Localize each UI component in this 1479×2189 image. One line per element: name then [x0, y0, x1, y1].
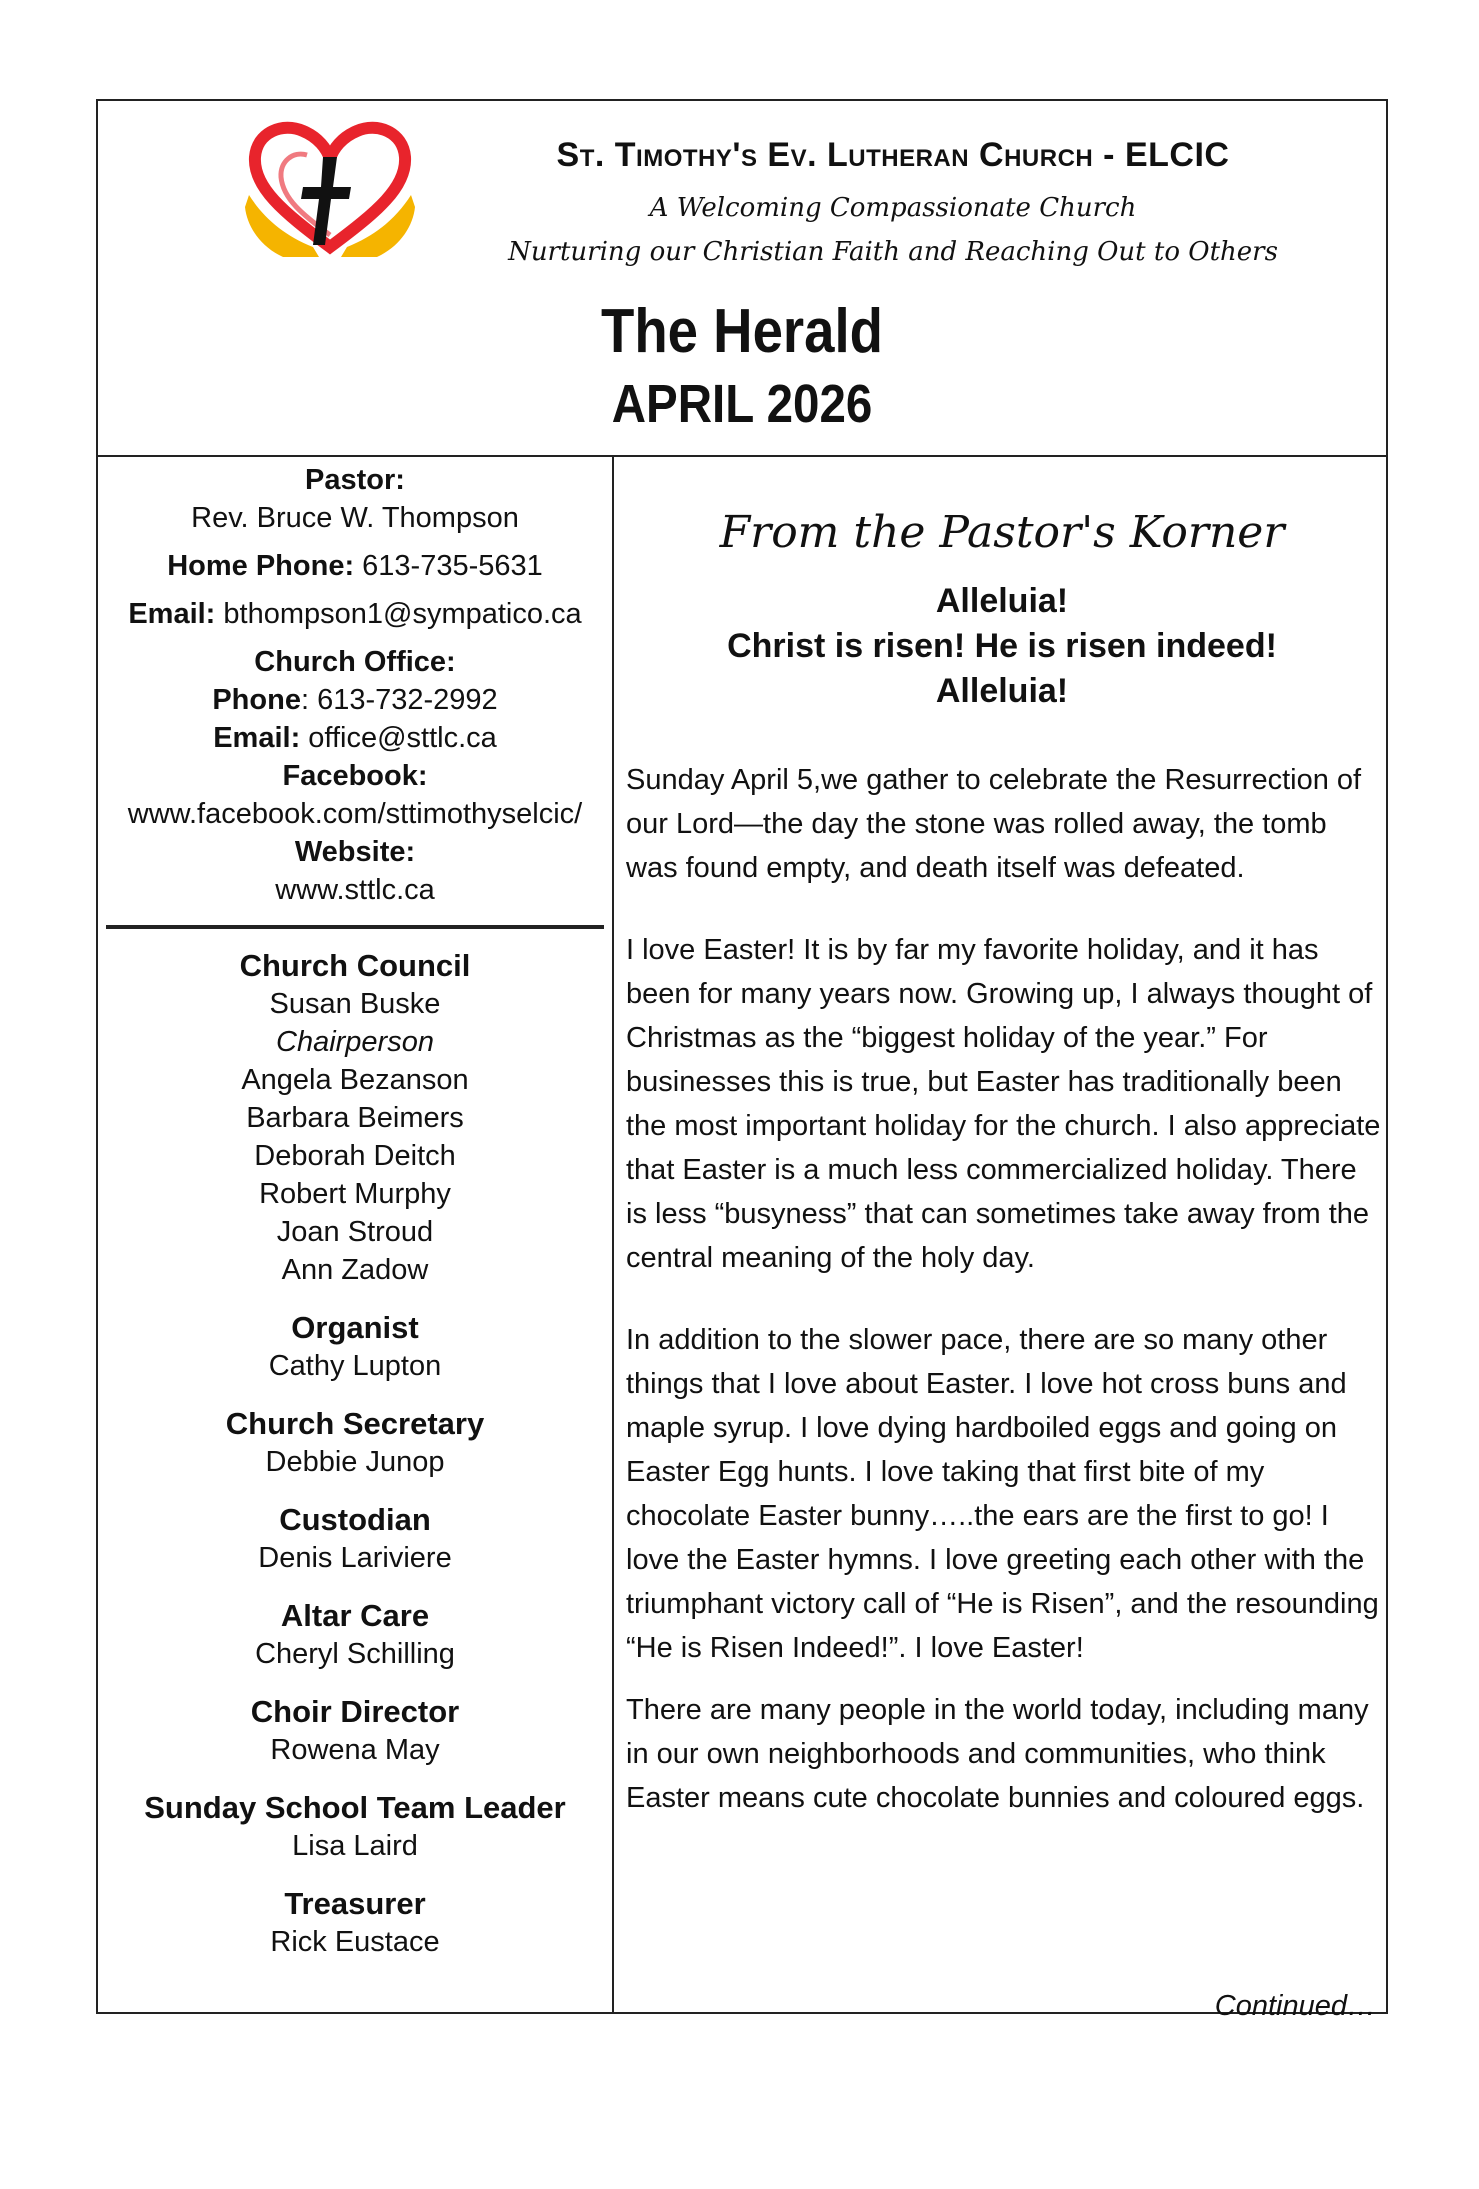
pastor-email-line [98, 595, 612, 633]
home-phone[interactable]: 613-735-5631 [362, 550, 543, 582]
church-name: St. Timothy's Ev. Lutheran Church - ELCIC [556, 136, 1230, 174]
alleluia-line-3: Alleluia! [935, 672, 1069, 710]
custodian-section [98, 1501, 612, 1577]
altar-label: Altar Care [280, 1598, 430, 1633]
organist-label: Organist [291, 1310, 419, 1345]
secretary-section [98, 1405, 612, 1481]
website-link[interactable]: www.sttlc.ca [275, 874, 435, 906]
treasurer-name: Rick Eustace [270, 1926, 440, 1958]
sidebar [98, 457, 612, 1981]
pastor-email[interactable]: bthompson1@sympatico.ca [223, 598, 582, 630]
masthead [98, 101, 1386, 457]
pastor-email-label: Email: [128, 598, 216, 630]
custodian-label: Custodian [279, 1502, 431, 1537]
facebook-link[interactable]: www.facebook.com/sttimothyselcic/ [127, 798, 583, 830]
council-section [98, 947, 612, 1289]
staff-roster [98, 929, 612, 1961]
facebook-label: Facebook: [282, 760, 428, 792]
office-email[interactable]: office@sttlc.ca [308, 722, 497, 754]
article-paragraph: Sunday April 5,we gather to celebrate the Resurrection of our Lord—the day the stone was rolled away, the tomb was found empty, and death itself was defeated. [626, 764, 1362, 884]
sunday-school-label: Sunday School Team Leader [144, 1790, 566, 1825]
council-member: Deborah Deitch [254, 1140, 456, 1172]
secretary-label: Church Secretary [225, 1406, 485, 1441]
office-phone[interactable]: : 613-732-2992 [300, 684, 498, 716]
issue-date: APRIL 2026 [611, 374, 873, 434]
council-label: Church Council [239, 948, 471, 983]
article-body [626, 758, 1384, 1858]
office-email-line [98, 719, 612, 757]
council-member: Robert Murphy [259, 1178, 451, 1210]
pastor-label: Pastor: [305, 464, 405, 496]
altar-name: Cheryl Schilling [255, 1638, 455, 1670]
council-member: Joan Stroud [276, 1216, 434, 1248]
choir-name: Rowena May [270, 1734, 440, 1766]
sunday-school-section [98, 1789, 612, 1865]
alleluia-line-1: Alleluia! [935, 582, 1069, 620]
office-phone-label: Phone [212, 684, 301, 716]
treasurer-label: Treasurer [284, 1886, 426, 1921]
website-label: Website: [294, 836, 416, 868]
article-paragraph: In addition to the slower pace, there are so many other things that I love about Easter. I love hot cross buns and maple syrup. I love dying hardboiled eggs and going on Easter Egg hunts. I love taking that first bite of my chocolate Easter bunny…..the ears are the first to go! I love the Easter hymns. I love greeting each other with the triumphant victory call of “He is Risen”, and the resounding “He is Risen Indeed!”. I love Easter! [626, 1324, 1379, 1664]
newsletter-page [96, 99, 1388, 2022]
continued-note: Continued… [1214, 1990, 1376, 2022]
alleluia-line-2: Christ is risen! He is risen indeed! [727, 627, 1277, 665]
sunday-school-name: Lisa Laird [292, 1830, 418, 1862]
office-label: Church Office: [254, 646, 456, 678]
pastor-name: Rev. Bruce W. Thompson [191, 502, 519, 534]
tagline-nurturing: Nurturing our Christian Faith and Reaching Out to Others [508, 237, 1278, 267]
council-member: Ann Zadow [281, 1254, 429, 1286]
organist-section [98, 1309, 612, 1385]
treasurer-section [98, 1885, 612, 1961]
office-phone-line [98, 681, 612, 719]
heart-cross-hands-logo-icon [243, 117, 417, 263]
home-phone-line [98, 547, 612, 585]
organist-name: Cathy Lupton [268, 1350, 442, 1382]
secretary-name: Debbie Junop [265, 1446, 445, 1478]
newsletter-title: The Herald [601, 297, 883, 366]
council-member: Angela Bezanson [241, 1064, 469, 1096]
office-email-label: Email: [213, 722, 301, 754]
council-chair-role: Chairperson [276, 1026, 434, 1058]
council-member: Barbara Beimers [246, 1102, 464, 1134]
altar-section [98, 1597, 612, 1673]
choir-section [98, 1693, 612, 1769]
korner-heading: From the Pastor's Korner [719, 507, 1285, 558]
article-paragraph: I love Easter! It is by far my favorite holiday, and it has been for many years now. Growing up, I always thought of Christmas as the “biggest holiday of the year.” For businesses this is true, but Easter has traditionally been the most important holiday for the church. I also appreciate that Easter is a much less commercialized holiday. There is less “busyness” that can sometimes take away from the central meaning of the holy day. [626, 934, 1381, 1274]
article-paragraph: There are many people in the world today, including many in our own neighborhoods and communities, who think Easter means cute chocolate bunnies and coloured eggs. [626, 1694, 1369, 1814]
choir-label: Choir Director [250, 1694, 460, 1729]
custodian-name: Denis Lariviere [258, 1542, 452, 1574]
alleluia-block [614, 579, 1390, 714]
tagline-welcoming: A Welcoming Compassionate Church [649, 193, 1137, 223]
council-chair: Susan Buske [269, 988, 441, 1020]
contact-block [98, 457, 612, 909]
home-phone-label: Home Phone: [167, 550, 355, 582]
